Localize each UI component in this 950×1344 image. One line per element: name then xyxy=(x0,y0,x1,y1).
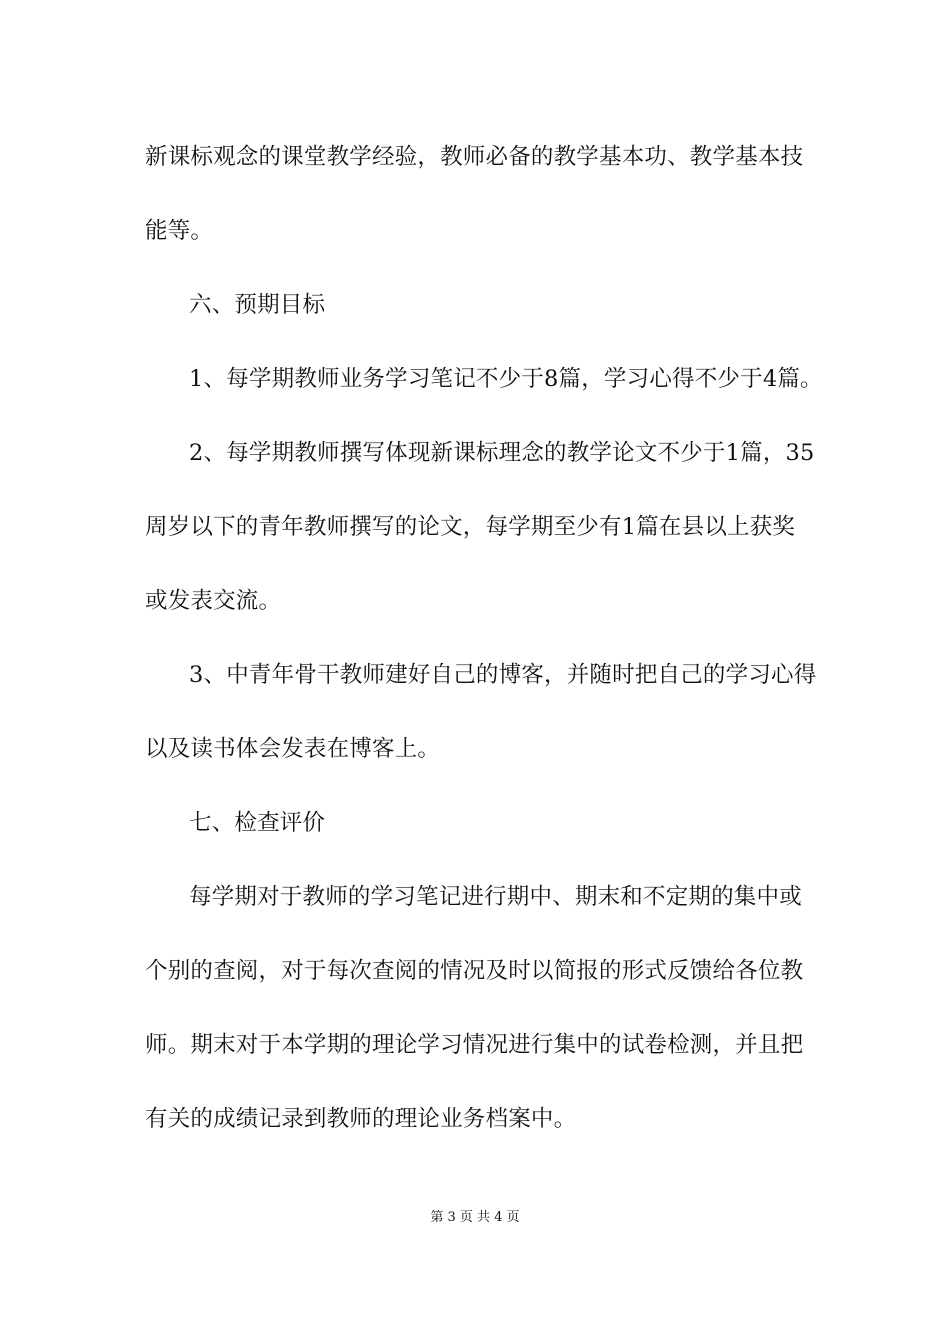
inspection-paragraph-line-3: 师。期末对于本学期的理论学习情况进行集中的试卷检测，并且把 xyxy=(145,1032,804,1058)
goal-item-3-line-1: 3、中青年骨干教师建好自己的博客，并随时把自己的学习心得 xyxy=(189,662,817,688)
inspection-paragraph-line-2: 个别的查阅，对于每次查阅的情况及时以简报的形式反馈给各位教 xyxy=(145,958,804,984)
goal-item-2-line-2: 周岁以下的青年教师撰写的论文，每学期至少有1篇在县以上获奖 xyxy=(145,514,796,540)
section-heading-expected-goals: 六、预期目标 xyxy=(189,292,326,318)
page-number-footer: 第 3 页 共 4 页 xyxy=(430,1210,520,1225)
body-line-2: 能等。 xyxy=(145,218,214,244)
goal-item-1: 1、每学期教师业务学习笔记不少于8篇，学习心得不少于4篇。 xyxy=(189,366,823,392)
inspection-paragraph-line-4: 有关的成绩记录到教师的理论业务档案中。 xyxy=(145,1106,577,1132)
goal-item-2-line-3: 或发表交流。 xyxy=(145,588,282,614)
body-line-1: 新课标观念的课堂教学经验，教师必备的教学基本功、教学基本技 xyxy=(145,144,804,170)
goal-item-3-line-2: 以及读书体会发表在博客上。 xyxy=(145,736,441,762)
section-heading-inspection: 七、检查评价 xyxy=(189,810,326,836)
goal-item-2-line-1: 2、每学期教师撰写体现新课标理念的教学论文不少于1篇，35 xyxy=(189,440,815,466)
inspection-paragraph-line-1: 每学期对于教师的学习笔记进行期中、期末和不定期的集中或 xyxy=(189,884,802,910)
